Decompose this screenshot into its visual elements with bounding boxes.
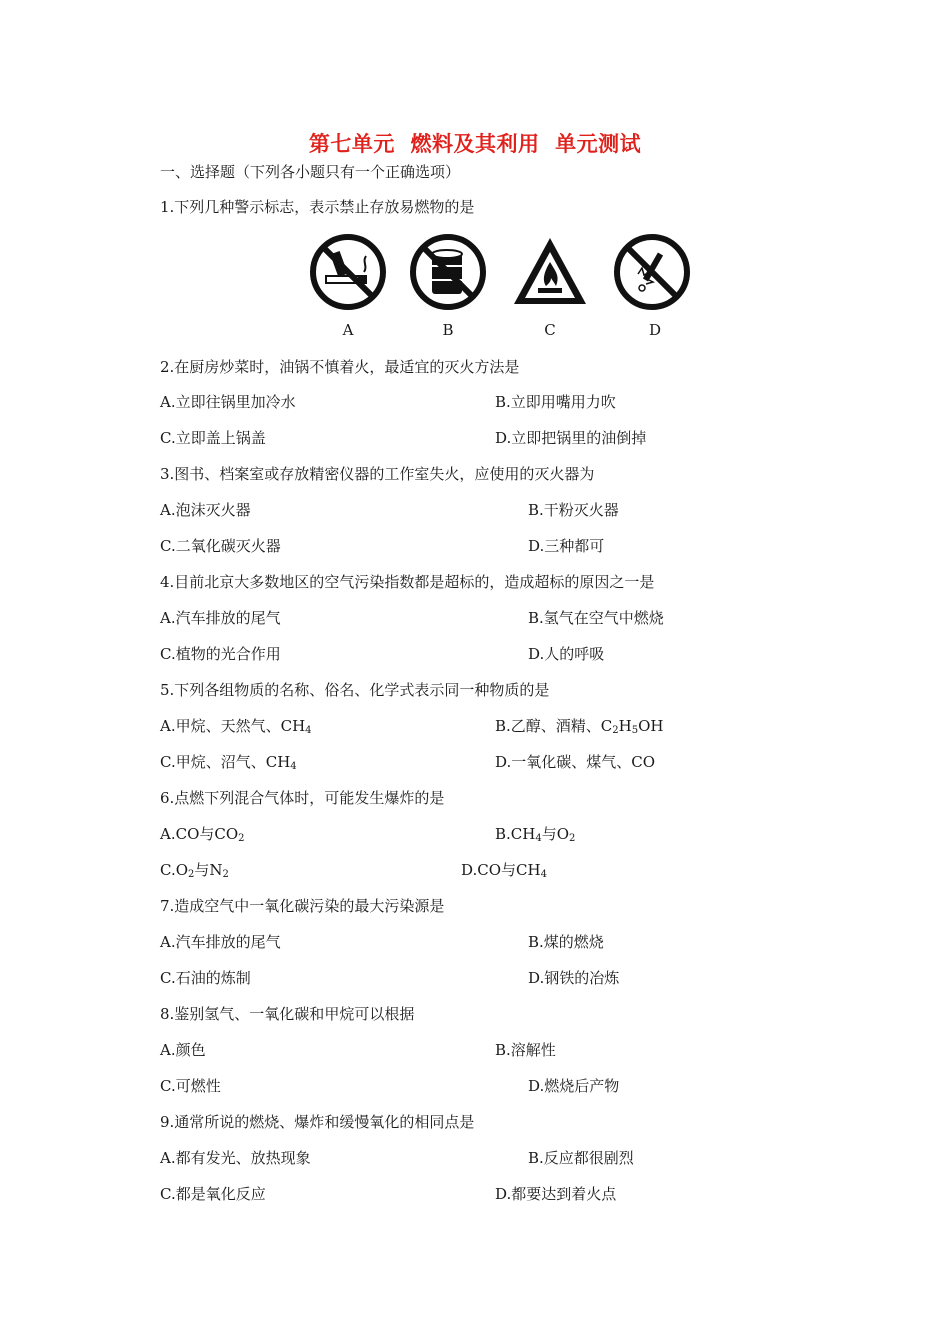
q3-option-a: A.泡沫灭火器 <box>160 501 251 519</box>
question-3-stem: 3.图书、档案室或存放精密仪器的工作室失火，应使用的灭火器为 <box>160 465 595 483</box>
q6-option-c: $C.O_2$与$N_2$ <box>160 861 229 880</box>
q5-option-c: C.甲烷、沼气、$CH_4$ <box>160 753 297 772</box>
flammable-warning-sign-icon <box>510 232 590 312</box>
q8-option-c: C.可燃性 <box>160 1077 221 1095</box>
q3-option-c: C.二氧化碳灭火器 <box>160 537 281 555</box>
q7-option-d: D.钢铁的冶炼 <box>528 969 620 987</box>
q9-option-d: D.都要达到着火点 <box>495 1185 617 1203</box>
q2-option-a: A.立即往锅里加冷水 <box>160 393 296 411</box>
q2-option-c: C.立即盖上锅盖 <box>160 429 266 447</box>
q8-option-a: A.颜色 <box>160 1041 206 1059</box>
q2-option-b: B.立即用嘴用力吹 <box>495 393 616 411</box>
q9-option-c: C.都是氧化反应 <box>160 1185 266 1203</box>
question-9-stem: 9.通常所说的燃烧、爆炸和缓慢氧化的相同点是 <box>160 1113 475 1131</box>
q3-option-b: B.干粉灭火器 <box>528 501 619 519</box>
warning-signs-row <box>0 232 950 312</box>
sign-label-b: B <box>442 321 454 339</box>
q7-option-b: B.煤的燃烧 <box>528 933 604 951</box>
sign-label-d: D <box>648 321 662 339</box>
q8-option-d: D.燃烧后产物 <box>528 1077 620 1095</box>
q4-option-b: B.氢气在空气中燃烧 <box>528 609 664 627</box>
question-2-stem: 2.在厨房炒菜时，油锅不慎着火，最适宜的灭火方法是 <box>160 358 520 376</box>
q5-option-d: D.一氧化碳、煤气、CO <box>495 753 656 771</box>
page-title: 第七单元 燃料及其利用 单元测试 <box>308 131 642 156</box>
question-1-stem: 1.下列几种警示标志，表示禁止存放易燃物的是 <box>160 198 475 216</box>
q2-option-d: D.立即把锅里的油倒掉 <box>495 429 647 447</box>
q4-option-d: D.人的呼吸 <box>528 645 605 663</box>
question-7-stem: 7.造成空气中一氧化碳污染的最大污染源是 <box>160 897 445 915</box>
q9-option-b: B.反应都很剧烈 <box>528 1149 634 1167</box>
q6-option-d: D.CO与$CH_4$ <box>461 861 547 880</box>
q3-option-d: D.三种都可 <box>528 537 605 555</box>
q9-option-a: A.都有发光、放热现象 <box>160 1149 311 1167</box>
question-4-stem: 4.目前北京大多数地区的空气污染指数都是超标的，造成超标的原因之一是 <box>160 573 655 591</box>
no-flammable-storage-sign-icon <box>408 232 488 312</box>
q4-option-a: A.汽车排放的尾气 <box>160 609 281 627</box>
no-fireworks-sign-icon <box>612 232 692 312</box>
question-6-stem: 6.点燃下列混合气体时，可能发生爆炸的是 <box>160 789 445 807</box>
sign-label-a: A <box>342 321 354 339</box>
no-smoking-sign-icon <box>308 232 388 312</box>
q5-option-a: A.甲烷、天然气、$CH_4$ <box>160 717 312 736</box>
q8-option-b: B.溶解性 <box>495 1041 556 1059</box>
q4-option-c: C.植物的光合作用 <box>160 645 281 663</box>
q5-option-b: B.乙醇、酒精、$C_2H_5OH$ <box>495 717 664 736</box>
question-5-stem: 5.下列各组物质的名称、俗名、化学式表示同一种物质的是 <box>160 681 550 699</box>
q6-option-b: $B.CH_4$与$O_2$ <box>495 825 576 844</box>
q7-option-c: C.石油的炼制 <box>160 969 251 987</box>
q7-option-a: A.汽车排放的尾气 <box>160 933 281 951</box>
question-8-stem: 8.鉴别氢气、一氧化碳和甲烷可以根据 <box>160 1005 415 1023</box>
q6-option-a: A.CO与$CO_2$ <box>160 825 245 844</box>
sign-label-c: C <box>544 321 556 339</box>
section-heading: 一、选择题（下列各小题只有一个正确选项） <box>160 163 461 181</box>
